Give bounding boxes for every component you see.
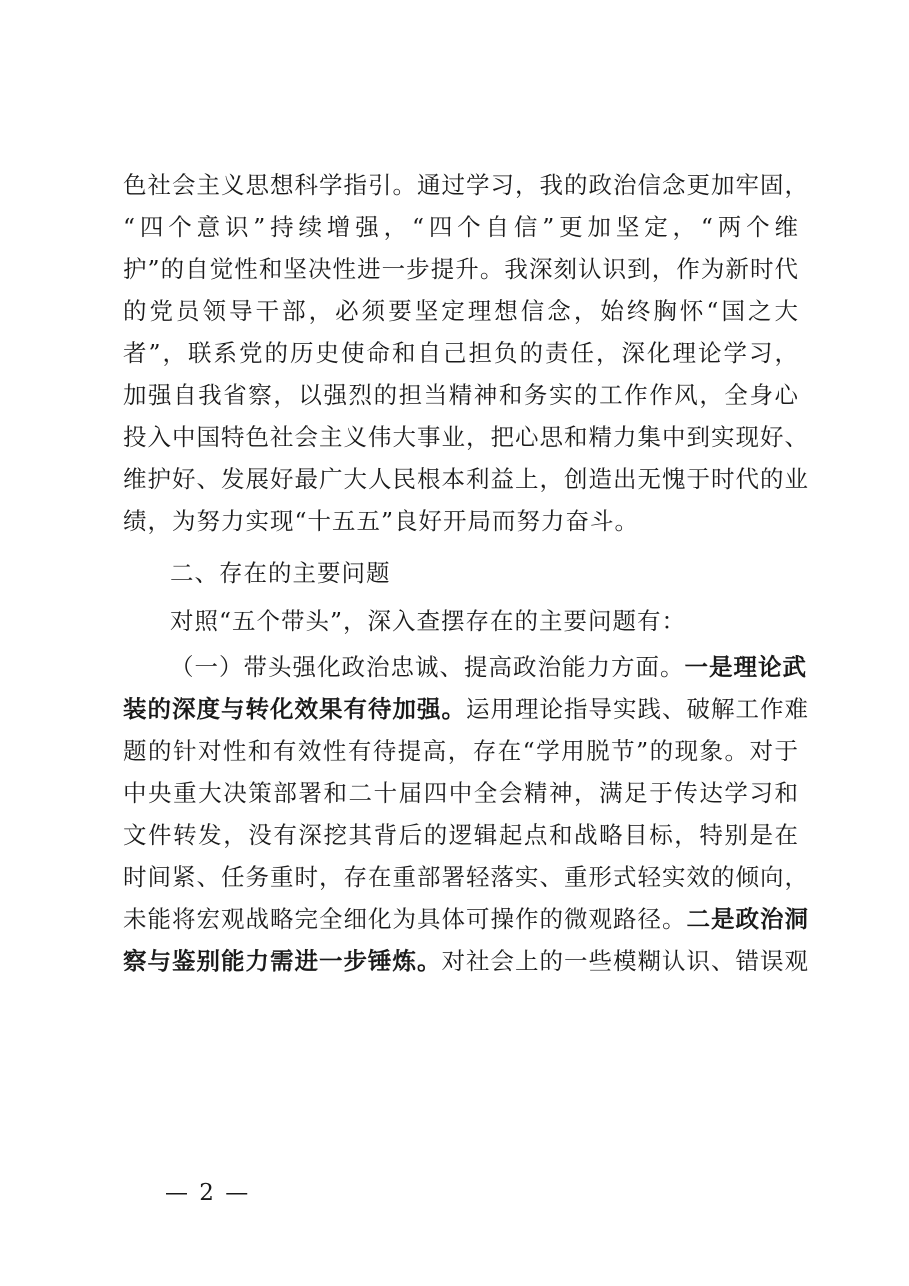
paragraph-line: 对照“五个带头”，深入查摆存在的主要问题有： (170, 607, 687, 635)
paragraph-line: 的党员领导干部，必须要坚定理想信念，始终胸怀“国之大 (123, 297, 799, 325)
paragraph-line: 色社会主义思想科学指引。通过学习，我的政治信念更加牢固， (123, 171, 809, 199)
bold-emphasis: 察与鉴别能力需进一步锤炼。 (123, 947, 442, 975)
paragraph-line: 维护好、发展好最广大人民根本利益上，创造出无愧于时代的业 (123, 465, 809, 493)
paragraph-line (123, 688, 809, 730)
document-body (123, 164, 809, 982)
paragraph-line: “四个意识”持续增强，“四个自信”更加坚定，“两个维 (123, 213, 799, 241)
bold-emphasis: 二是政治洞 (686, 905, 809, 933)
bold-emphasis: 装的深度与转化效果有待加强。 (123, 695, 466, 723)
paragraph-line: 护”的自觉性和坚决性进一步提升。我深刻认识到，作为新时代 (123, 255, 799, 283)
paragraph-line: 者”，联系党的历史使命和自己担负的责任，深化理论学习， (123, 339, 799, 367)
paragraph-line: 加强自我省察，以强烈的担当精神和务实的工作作风，全身心 (123, 381, 799, 409)
paragraph-line: 绩，为努力实现“十五五”良好开局而努力奋斗。 (123, 507, 640, 535)
paragraph-line: 投入中国特色社会主义伟大事业，把心思和精力集中到实现好、 (123, 423, 809, 451)
line-text: 未能将宏观战略完全细化为具体可操作的微观路径。 (123, 905, 687, 933)
subsection-heading: （一）带头强化政治忠诚、提高政治能力方面。 (170, 653, 685, 681)
line-text: 对社会上的一些模糊认识、错误观 (441, 947, 809, 975)
paragraph-line: 中央重大决策部署和二十届四中全会精神，满足于传达学习和 (123, 779, 799, 807)
paragraph-line (123, 646, 807, 688)
paragraph-line: 文件转发，没有深挖其背后的逻辑起点和战略目标，特别是在 (123, 821, 799, 849)
paragraph-line (123, 898, 809, 940)
paragraph-line (123, 940, 809, 982)
paragraph-line: 时间紧、任务重时，存在重部署轻落实、重形式轻实效的倾向， (123, 863, 809, 891)
section-heading: 二、存在的主要问题 (170, 559, 391, 587)
paragraph-line: 题的针对性和有效性有待提高，存在“学用脱节”的现象。对于 (123, 737, 799, 765)
line-text: 运用理论指导实践、破解工作难 (466, 695, 809, 723)
bold-emphasis: 一是理论武 (684, 653, 807, 681)
page-number: — 2 — (165, 1180, 251, 1206)
